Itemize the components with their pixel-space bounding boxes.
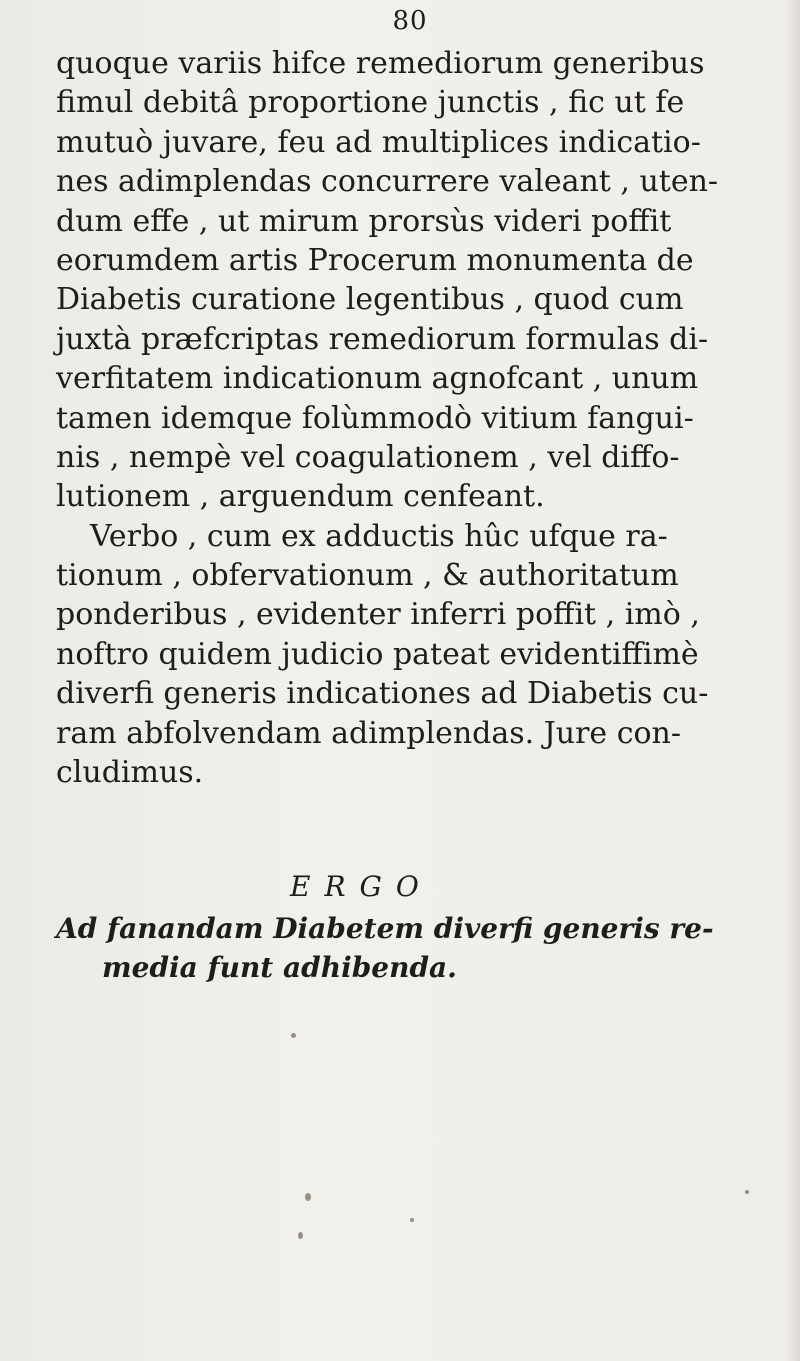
text-line: cludimus. (56, 755, 204, 791)
text-line: juxtà præfcriptas remediorum formulas di- (56, 321, 709, 357)
italic-line: media funt adhibenda. (102, 951, 457, 985)
italic-line: Ad fanandam Diabetem diverfi generis re- (56, 912, 714, 945)
ink-speck (305, 1193, 311, 1201)
text-line: Verbo , cum ex adductis hûc ufque ra- (90, 518, 668, 554)
section-heading: ERGO (290, 870, 433, 903)
page-number: 80 (392, 6, 428, 36)
ink-speck (745, 1190, 749, 1194)
text-line: dum effe , ut mirum prorsùs videri poffit (56, 203, 672, 239)
text-line: tionum , obfervationum , & authoritatum (56, 558, 679, 594)
text-line: quoque variis hifce remediorum generibus (56, 46, 705, 81)
text-line: nis , nempè vel coagulationem , vel diffo- (56, 439, 680, 475)
ink-speck (291, 1033, 296, 1038)
body-text (56, 44, 776, 792)
text-line: Diabetis curatione legentibus , quod cum (56, 282, 684, 318)
text-line: nes adimplendas concurrere valeant , uten- (56, 164, 719, 200)
ink-speck (410, 1218, 414, 1222)
text-line: ponderibus , evidenter inferri poffit , imò , (56, 597, 700, 633)
text-line: diverfi generis indicationes ad Diabetis cu- (56, 676, 709, 712)
text-line: fimul debitâ proportione junctis , fic ut fe (56, 85, 685, 121)
text-line: ram abfolvendam adimplendas. Jure con- (56, 715, 682, 751)
text-line: eorumdem artis Procerum monumenta de (56, 242, 694, 278)
text-line: noftro quidem judicio pateat evidentiffimè (56, 636, 699, 672)
text-line: lutionem , arguendum cenfeant. (56, 479, 545, 515)
text-line: mutuò juvare, feu ad multiplices indicatio- (56, 124, 701, 160)
conclusion-text (56, 910, 776, 989)
ink-speck (298, 1232, 303, 1239)
text-line: tamen idemque folùmmodò vitium fangui- (56, 400, 694, 436)
text-line: verfitatem indicationum agnofcant , unum (56, 361, 699, 397)
page-edge-shadow (786, 0, 800, 1361)
